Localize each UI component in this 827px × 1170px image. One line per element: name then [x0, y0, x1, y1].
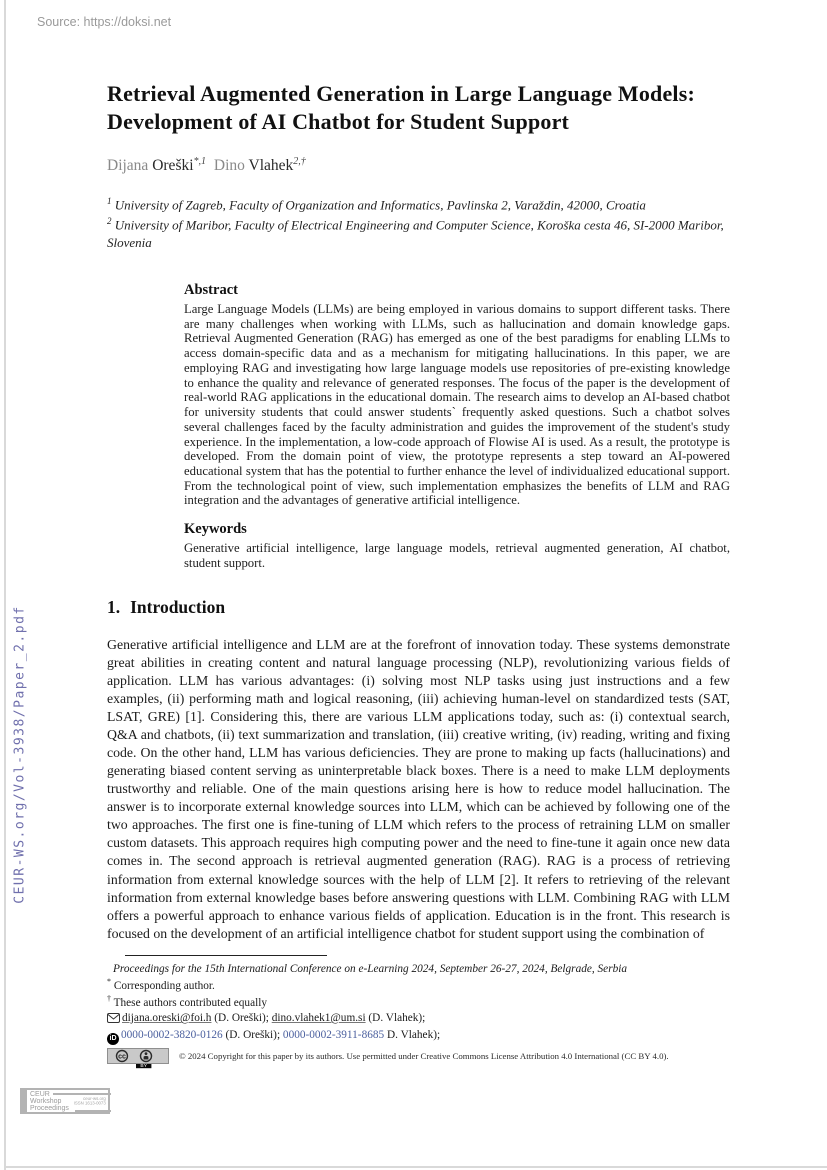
cc-by-label: BY — [136, 1064, 151, 1068]
author-2-first-name: Dino — [213, 157, 249, 175]
author-line — [107, 156, 730, 175]
email-oreski-link[interactable]: dijana.oreski@foi.h — [122, 1012, 212, 1025]
orcid-vlahek-link[interactable]: 0000-0002-3911-8685 — [282, 1029, 385, 1042]
author-1-marker: *,1 — [193, 156, 207, 168]
orcid-line — [107, 1028, 730, 1045]
ceur-logo-issn: ISSN 1613-0073 — [73, 1101, 106, 1106]
author-2-last-name: Vlahek — [248, 157, 294, 175]
orcid-oreski-link[interactable]: 0000-0002-3820-0126 — [121, 1029, 223, 1042]
section-1-paragraph: Generative artificial intelligence and LLM are at the forefront of innovation today. These systems demonstrate great abilities in creating content and natural language processing (NLP), revolutionizing various fields of application. LLM has various advantages: (i) solving most NLP tasks using just instructions and a few examples, (ii) performing math and logical reasoning, (iii) achieving human-level on standardized tests (SAT, LSAT, GRE) [1]. Considering this, there are various LLM applications today, such as: (i) contextual search, Q&A and chatbots, (ii) text summarization and translation, (iii) creative writing, (iv) reading, writing and fixing code. On the other hand, LLM has various deficiencies. They are prone to making up facts (hallucinations) and generating biased content serving as uninterpretable black boxes. There is a need to make LLM deployments trustworthy and reliable. One of the main questions arising here is how to reduce model hallucination. The answer is to incorporate external knowledge sources into LLM, which can be achieved by following one of the two approaches. The first one is fine-tuning of LLM which refers to the process of retraining LLM on smaller custom datasets. This approach requires high computing power and the need to fine-tune it again once new data comes in. The second approach is retrieval augmented generation (RAG). RAG is a process of retrieving information from external knowledge sources with the help of LLM [2]. It refers to retrieving of the relevant information from external knowledge bases before answering questions with LLM. Combining RAG with LLM offers a powerful approach to enhance various fields of application. Education is in the front. This research is focused on the development of an artificial intelligence chatbot for student support using the combination of — [107, 636, 730, 941]
main-column — [107, 80, 730, 1069]
footnote-area — [107, 955, 730, 1069]
orcid-icon: iD — [107, 1033, 119, 1045]
contributed-text: These authors contributed equally — [111, 996, 268, 1009]
envelope-icon — [107, 1013, 120, 1028]
corresponding-author-note — [107, 977, 730, 994]
ceur-logo-line1: CEUR — [30, 1091, 50, 1098]
affiliation-2-text: University of Maribor, Faculty of Electrical Engineering and Computer Science, Koroška cesta 46, SI-2000 Maribor, Slovenia — [107, 217, 724, 250]
footnote-divider — [125, 955, 327, 956]
ceur-logo-rule-top — [53, 1093, 111, 1095]
venue-note: Proceedings for the 15th International Conference on e-Learning 2024, September 26-27, 2024, Belgrade, Serbia — [113, 962, 628, 975]
equal-contribution-note — [107, 994, 730, 1011]
license-text: © 2024 Copyright for this paper by its authors. Use permitted under Creative Commons License Attribution 4.0 International (CC BY 4.0). — [179, 1051, 669, 1062]
orcid-vlahek-attribution: D. Vlahek); — [384, 1029, 441, 1042]
ceur-logo-line2: Workshop — [30, 1098, 62, 1105]
affiliation-2-marker: 2 — [107, 215, 112, 226]
keywords-text: Generative artificial intelligence, large language models, retrieval augmented generation, AI chatbot, student support. — [184, 541, 730, 570]
ceur-logo-small-text — [74, 1097, 106, 1106]
paper-title: Retrieval Augmented Generation in Large Language Models: Development of AI Chatbot for Student Support — [107, 81, 696, 135]
author-2 — [214, 157, 306, 174]
author-1 — [107, 157, 206, 174]
ceur-workshop-proceedings-logo — [20, 1088, 110, 1114]
ceur-ws-paper-url[interactable]: CEUR-WS.org/Vol-3938/Paper_2.pdf — [12, 605, 28, 904]
section-1-title: Introduction — [130, 596, 226, 617]
ceur-logo-rule-bottom — [75, 1110, 111, 1112]
email-vlahek-attribution: (D. Vlahek); — [365, 1012, 426, 1025]
source-watermark: Source: https://doksi.net — [37, 15, 172, 29]
section-1-heading — [107, 597, 730, 618]
email-vlahek-link[interactable]: dino.vlahek1@um.si — [271, 1012, 366, 1025]
corresponding-marker: * — [107, 977, 111, 986]
affiliation-1-text: University of Zagreb, Faculty of Organization and Informatics, Pavlinska 2, Varaždin, 42000, Croatia — [111, 197, 646, 213]
email-line — [107, 1011, 730, 1028]
author-1-last-name: Oreški — [152, 157, 194, 175]
abstract-heading: Abstract — [184, 281, 238, 298]
license-row — [107, 1048, 730, 1069]
page-edge-bottom — [4, 1166, 827, 1168]
contributed-marker: † — [107, 994, 111, 1004]
abstract-text: Large Language Models (LLMs) are being employed in various domains to support different tasks. There are many challenges when working with LLMs, such as hallucination and domain knowledge gaps. Retrieval Augmented Generation (RAG) has emerged as one of the best paradigms for enabling LLMs to access domain-specific data and as a mechanism for mitigating hallucinations. In this paper, we are employing RAG and investigating how large language models use repositories of pre-existing knowledge to enhance the quality and relevance of generated responses. The focus of the paper is the development of real-world RAG applications in the educational domain. The research aims to develop an AI-based chatbot for university students that could answer students` frequently asked questions. Such a chatbot solves several challenges faced by the faculty administration and guides the improvement of the student's study experience. In the implementation, a low-code approach of Flowise AI is used. As a result, the prototype is developed. From the domain point of view, the prototype represents a step toward an AI-powered educational system that has the potential to further enhance the level of individualized educational support. From the technological point of view, such implementation emphasizes the benefits of LLM and RAG integration and the advantages of generative artificial intelligence. — [184, 301, 730, 508]
keywords-heading: Keywords — [184, 521, 247, 538]
cc-by-badge-icon — [107, 1048, 169, 1069]
ceur-logo-line3: Proceedings — [30, 1105, 69, 1112]
affiliations — [107, 195, 730, 251]
page-edge-left — [4, 0, 6, 1170]
affiliation-1-marker: 1 — [107, 196, 112, 207]
author-1-first-name: Dijana — [107, 157, 153, 175]
ceur-logo-url: ceur-ws.org — [83, 1097, 106, 1102]
section-1-number: 1. — [107, 596, 121, 617]
author-2-marker: 2,† — [293, 156, 306, 168]
affiliation-1 — [107, 195, 730, 214]
corresponding-text: Corresponding author. — [111, 979, 215, 992]
affiliation-2 — [107, 215, 730, 252]
abstract-block — [184, 282, 730, 571]
email-oreski-attribution: (D. Oreški); — [211, 1012, 272, 1025]
svg-text:cc: cc — [118, 1053, 126, 1061]
orcid-oreski-attribution: (D. Oreški); — [222, 1029, 283, 1042]
